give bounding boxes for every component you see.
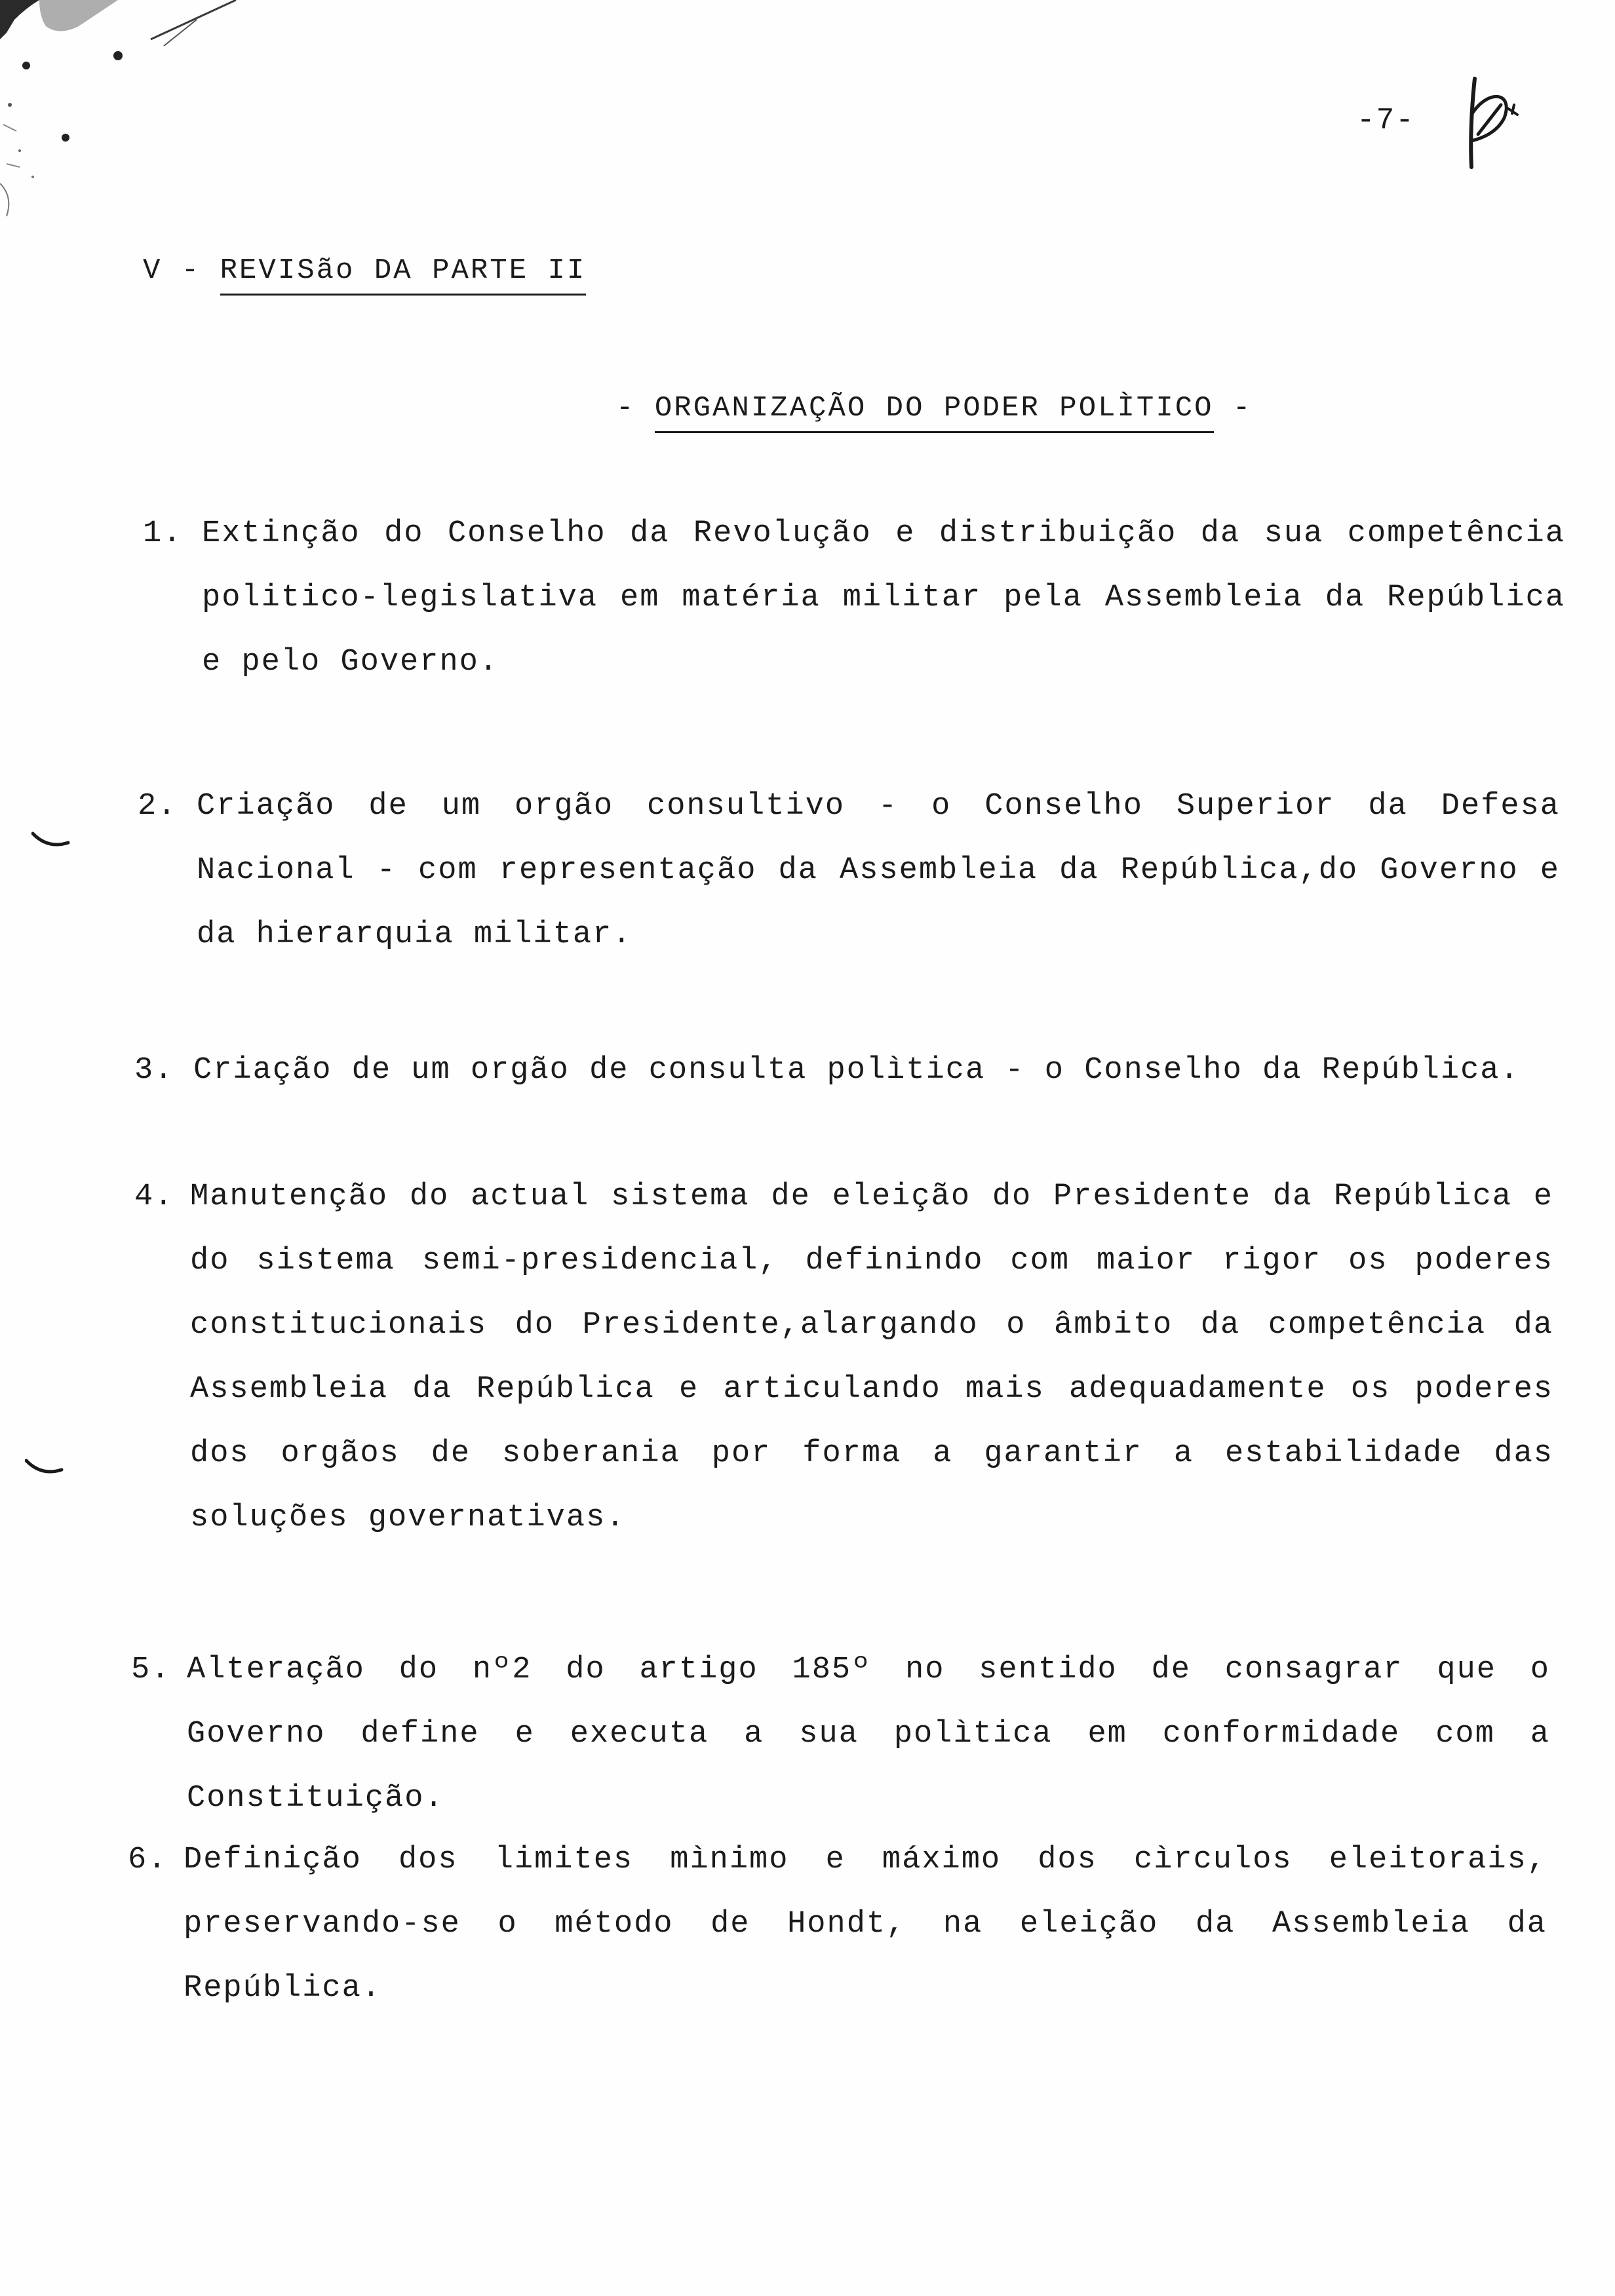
margin-arc-mark — [31, 831, 71, 851]
section-prefix: V - — [143, 254, 220, 287]
item-text: Criação de um orgão de consulta polìtica - o Conselho da República. — [193, 1053, 1520, 1088]
subtitle-heading — [616, 392, 1252, 425]
item-number: 6. — [128, 1843, 168, 1877]
item-text: Manutenção do actual sistema de eleição do Presidente da República e do sistema semi-presidencial, definindo com maior rigor os poderes constitucionais do Presidente,alargando o âmbito da competência da Assembleia da República e articulando mais adequadamente os poderes dos orgãos de soberania por forma a garantir a estabilidade das soluções governativas. — [190, 1179, 1553, 1535]
subtitle-dash-right: - — [1213, 392, 1253, 425]
section-heading — [143, 254, 586, 287]
item-number: 2. — [138, 789, 178, 824]
item-number: 3. — [134, 1053, 174, 1088]
section-title: REVISão DA PARTE II — [220, 254, 587, 296]
item-text: Criação de um orgão consultivo - o Conselho Superior da Defesa Nacional - com representação da Assembleia da República,do Governo e da hierarquia militar. — [197, 789, 1560, 952]
item-number: 5. — [131, 1653, 171, 1687]
handwritten-initials — [1452, 69, 1530, 174]
item-number: 4. — [134, 1179, 174, 1214]
item-number: 1. — [143, 516, 183, 551]
margin-arc-mark — [25, 1458, 64, 1478]
item-text: Alteração do nº2 do artigo 185º no sentido de consagrar que o Governo define e executa a sua polìtica em conformidade com a Constituição. — [187, 1653, 1550, 1816]
corner-ink-mark — [0, 0, 249, 223]
subtitle-title: ORGANIZAÇÃO DO PODER POLÌTICO — [655, 392, 1214, 433]
subtitle-dash-left: - — [616, 392, 655, 425]
item-text: Definição dos limites mìnimo e máximo dos cìrculos eleitorais, preservando-se o método de Hondt, na eleição da Assembleia da República. — [184, 1843, 1547, 2006]
page-number: -7- — [1357, 104, 1415, 138]
item-text: Extinção do Conselho da Revolução e distribuição da sua competência politico-legislativa em matéria militar pela Assembleia da República e pelo Governo. — [202, 516, 1565, 679]
